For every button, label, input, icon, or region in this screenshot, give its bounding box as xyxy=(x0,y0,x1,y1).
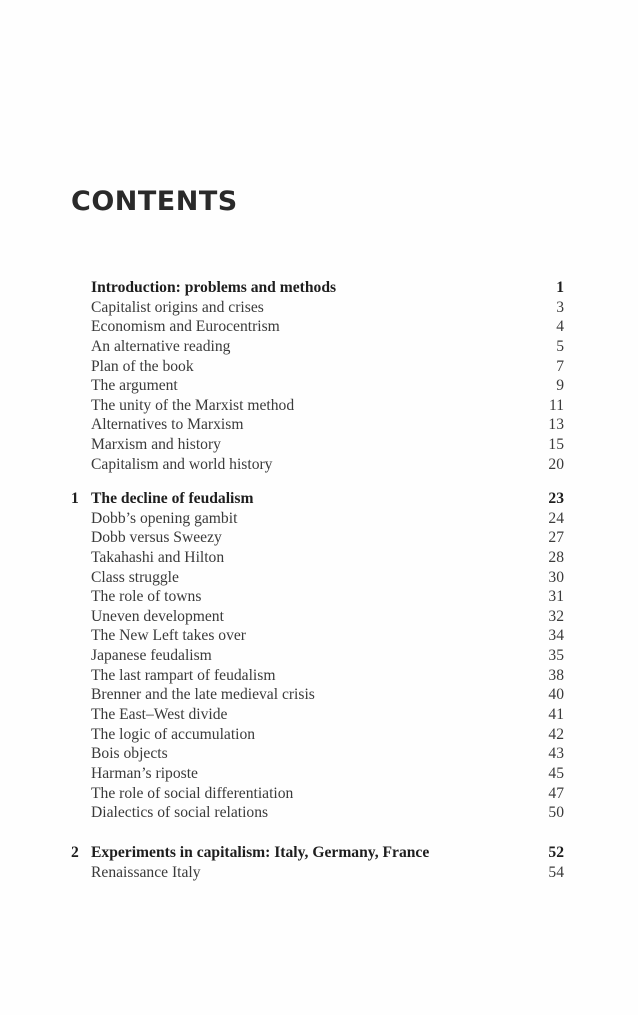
toc-entry[interactable] xyxy=(60,863,564,883)
toc-entry-title: Class struggle xyxy=(91,568,179,586)
toc-page-number: 52 xyxy=(548,844,564,861)
toc-entry-title: Dialectics of social relations xyxy=(91,804,269,822)
toc-entry-title: The unity of the Marxist method xyxy=(91,396,295,414)
toc-entry-title: The last rampart of feudalism xyxy=(91,666,276,684)
toc-entry[interactable] xyxy=(60,764,564,784)
toc-entry-title: Plan of the book xyxy=(91,357,194,375)
toc-page-number: 5 xyxy=(556,337,564,355)
toc-entry[interactable] xyxy=(60,357,564,377)
toc-entry[interactable] xyxy=(60,455,564,475)
toc-entry-title: Uneven development xyxy=(91,607,224,625)
toc-entry-title: Japanese feudalism xyxy=(91,647,212,665)
toc-entry-title: Takahashi and Hilton xyxy=(91,548,225,566)
toc-entry[interactable] xyxy=(60,666,564,686)
toc-entry[interactable] xyxy=(60,435,564,455)
toc-entry[interactable] xyxy=(60,784,564,804)
toc-page-number: 24 xyxy=(548,509,564,527)
toc-entry-title: Capitalist origins and crises xyxy=(91,298,264,316)
toc-entry[interactable] xyxy=(60,415,564,435)
toc-entry[interactable] xyxy=(60,509,564,529)
toc-entry-title: Dobb’s opening gambit xyxy=(91,509,238,527)
toc-entry[interactable] xyxy=(60,626,564,646)
toc-entry-title: The role of towns xyxy=(91,588,202,606)
toc-entry[interactable] xyxy=(60,337,564,357)
toc-chapter-heading[interactable] xyxy=(60,489,564,509)
toc-page-number: 54 xyxy=(548,863,564,881)
toc-entry[interactable] xyxy=(60,646,564,666)
toc-page-number: 7 xyxy=(556,357,564,375)
toc-page-number: 50 xyxy=(548,804,564,822)
toc-entry[interactable] xyxy=(60,568,564,588)
toc-page-number: 41 xyxy=(548,706,564,724)
toc-entry-title: The decline of feudalism xyxy=(91,490,254,507)
page-title: CONTENTS xyxy=(71,186,238,217)
toc-entry[interactable] xyxy=(60,685,564,705)
toc-page-number: 23 xyxy=(548,490,564,507)
toc-entry[interactable] xyxy=(60,705,564,725)
toc-entry-title: The East–West divide xyxy=(91,706,228,724)
toc-entry-title: The role of social differentiation xyxy=(91,784,294,802)
toc-entry[interactable] xyxy=(60,528,564,548)
toc-entry[interactable] xyxy=(60,396,564,416)
toc-entry-title: Capitalism and world history xyxy=(91,455,273,473)
toc-entry-title: Dobb versus Sweezy xyxy=(91,529,222,547)
toc-entry-title: Economism and Eurocentrism xyxy=(91,318,280,336)
toc-page-number: 28 xyxy=(548,548,564,566)
toc-page-number: 20 xyxy=(548,455,564,473)
toc-entry[interactable] xyxy=(60,607,564,627)
toc-entry-title: Alternatives to Marxism xyxy=(91,416,244,434)
toc-page-number: 34 xyxy=(548,627,564,645)
toc-entry[interactable] xyxy=(60,548,564,568)
toc-section-chapter-2 xyxy=(60,843,564,882)
toc-chapter-heading[interactable] xyxy=(60,843,564,863)
toc-section-introduction xyxy=(60,278,564,474)
toc-section-chapter-1 xyxy=(60,489,564,823)
toc-chapter-heading[interactable] xyxy=(60,278,564,298)
toc-entry-title: Experiments in capitalism: Italy, Germany, France xyxy=(91,844,430,861)
toc-entry-title: Harman’s riposte xyxy=(91,764,198,782)
toc-entry-title: The New Left takes over xyxy=(91,627,247,645)
toc-entry-title: An alternative reading xyxy=(91,337,231,355)
toc-entry[interactable] xyxy=(60,298,564,318)
toc-entry-title: Brenner and the late medieval crisis xyxy=(91,686,315,704)
toc-entry-title: Marxism and history xyxy=(91,436,221,454)
toc-page-number: 4 xyxy=(556,318,564,336)
toc-entry-title: The logic of accumulation xyxy=(91,725,256,743)
toc-page-number: 15 xyxy=(548,436,564,454)
toc-entry[interactable] xyxy=(60,317,564,337)
toc-entry[interactable] xyxy=(60,376,564,396)
toc-page-number: 43 xyxy=(548,745,564,763)
toc-page-number: 40 xyxy=(548,686,564,704)
toc-page-number: 45 xyxy=(548,764,564,782)
toc-entry[interactable] xyxy=(60,587,564,607)
toc-page-number: 31 xyxy=(548,588,564,606)
toc-page-number: 42 xyxy=(548,725,564,743)
toc-page-number: 32 xyxy=(548,607,564,625)
chapter-number: 1 xyxy=(71,490,79,507)
toc-entry[interactable] xyxy=(60,803,564,823)
toc-page-number: 27 xyxy=(548,529,564,547)
toc-page-number: 35 xyxy=(548,647,564,665)
toc-page-number: 47 xyxy=(548,784,564,802)
toc-page-number: 1 xyxy=(556,279,564,296)
toc-entry-title: Renaissance Italy xyxy=(91,863,201,881)
toc-page-number: 13 xyxy=(548,416,564,434)
toc-page-number: 3 xyxy=(556,298,564,316)
toc-page-number: 38 xyxy=(548,666,564,684)
toc-entry-title: Introduction: problems and methods xyxy=(91,279,337,296)
toc-entry[interactable] xyxy=(60,725,564,745)
chapter-number: 2 xyxy=(71,844,79,861)
toc-page-number: 9 xyxy=(556,377,564,395)
toc-entry-title: Bois objects xyxy=(91,745,168,763)
toc-page-number: 11 xyxy=(548,396,564,414)
toc-entry-title: The argument xyxy=(91,377,178,395)
toc-entry[interactable] xyxy=(60,744,564,764)
toc-page-number: 30 xyxy=(548,568,564,586)
